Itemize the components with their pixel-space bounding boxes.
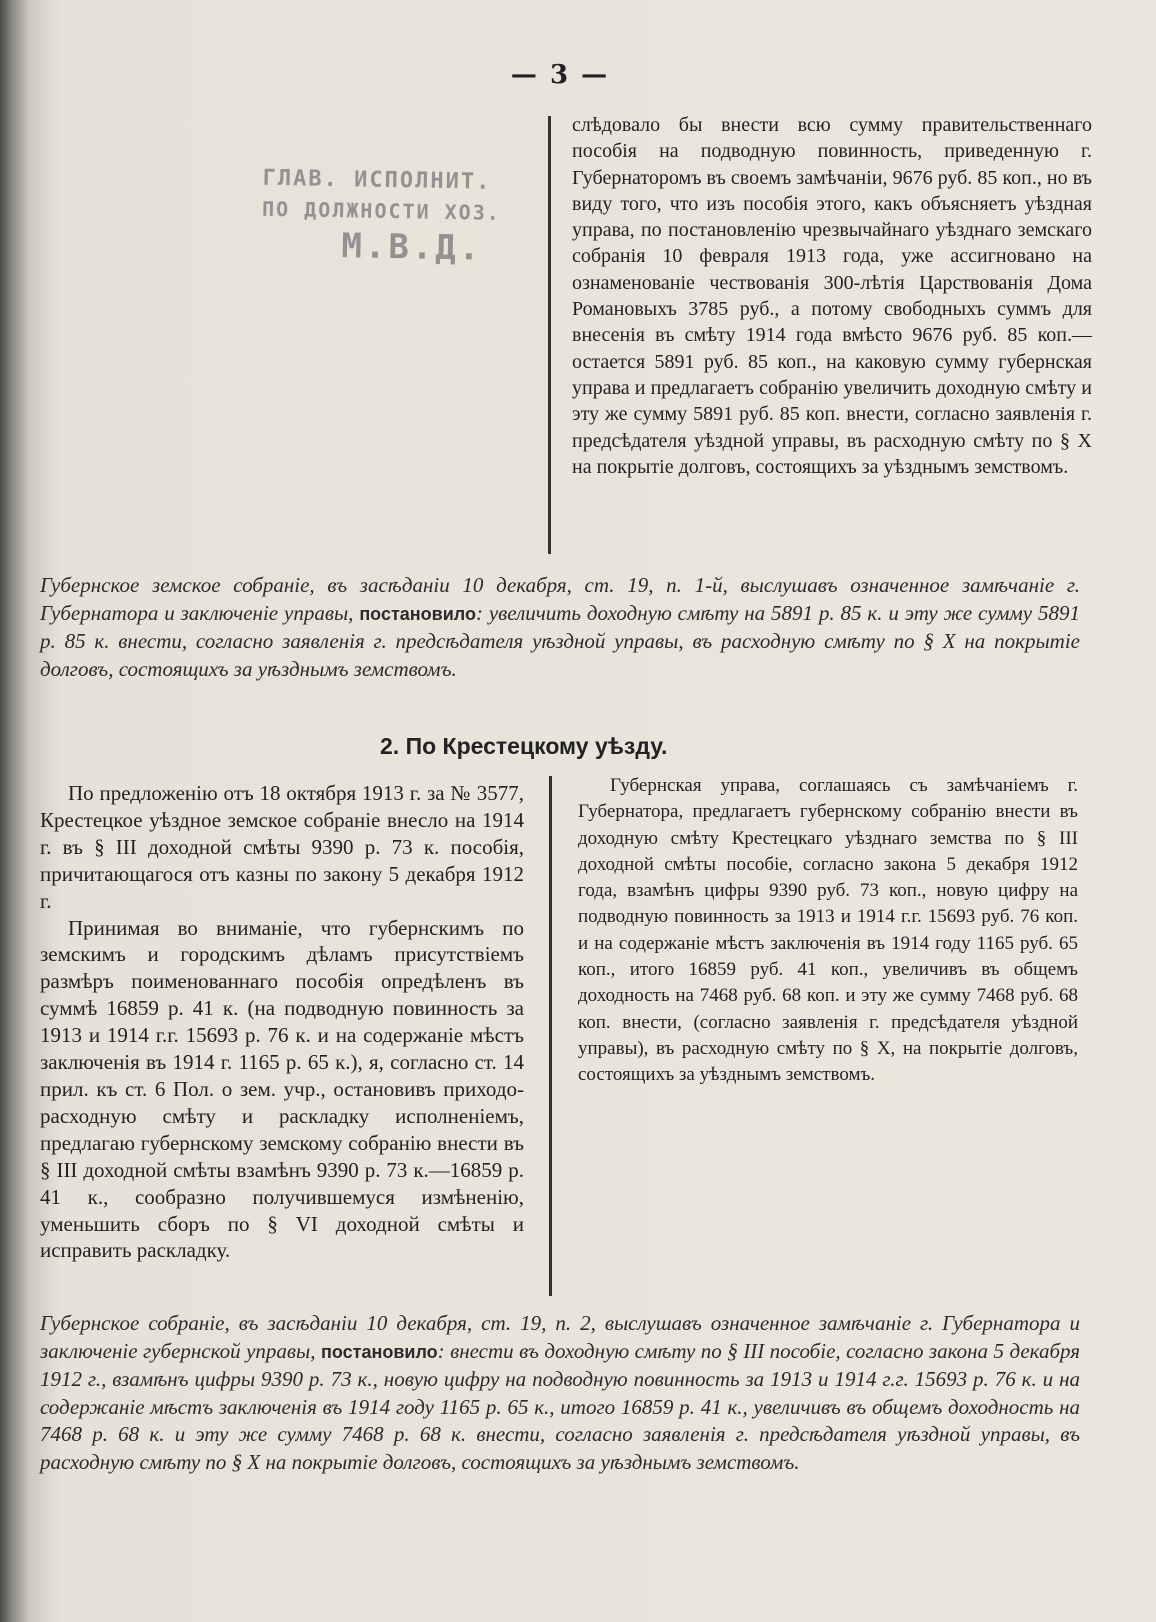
section1-resolution (40, 572, 1080, 683)
section1-resolution-intro: Губернское земское собраніе, въ засѣданіи 10 декабря, ст. 19, п. 1-й, выслушавъ означенное замѣчаніе г. Губернатора и заключеніе управы, (40, 573, 1080, 625)
section2-right-paragraph: Губернская управа, соглашаясь съ замѣчаніемъ г. Губернатора, предлагаетъ губернскому собранію внести въ доходную смѣту Крестецкаго уѣзднаго земства по § III доходной смѣты пособіе, согласно закона 5 декабря 1912 года, взамѣнъ цифры 9390 руб. 73 коп., новую цифру на подводную повинность за 1913 и 1914 г.г. 15693 руб. 76 коп. и на содержаніе мѣстъ заключенія въ 1914 году 1165 руб. 65 коп., итого 16859 руб. 41 коп., увеличивъ въ общемъ доходность на 7468 руб. 68 коп. и эту же сумму 7468 руб. 68 коп. внести, (согласно заявленія г. предсѣдателя уѣздной управы), въ расходную смѣту по § X, на покрытіе долговъ, состоящихъ за уѣзднымъ земствомъ. (578, 775, 1078, 1086)
page-number: — 3 — (510, 60, 610, 90)
column-divider-bottom (549, 776, 552, 1296)
column-divider-top (548, 116, 551, 554)
section2-resolution-text: : внести въ доходную смѣту по § III пособіе, согласно закона 5 декабря 1912 г., взамѣнъ цифры 9390 р. 73 к., новую цифру на подводную повинность за 1913 и 1914 г.г. 15693 р. 76 к. и на содержаніе мѣстъ заключенія въ 1914 году 1165 р. 65 к., итого 16859 р. 41 к., увеличивъ въ общемъ доходность на 7468 р. 68 к. и эту же сумму 7468 р. 68 к. внести, согласно заявленія г. предсѣдателя уѣздной управы, въ расходную смѣту по § X на покрытіе долговъ, состоящихъ за уѣзднымъ земствомъ. (40, 1338, 1081, 1474)
stamp-line-3: М.В.Д. (341, 226, 483, 269)
section2-right-column (578, 773, 1078, 1089)
stamp-line-1: ГЛАВ. ИСПОЛНИТ. (262, 165, 492, 195)
section2-resolution-intro: Губернское собраніе, въ засѣданіи 10 декабря, ст. 19, п. 2, выслушавъ означенное замѣчаніе г. Губернатора и заключеніе губернской управы, (40, 1311, 1080, 1363)
section2-resolution-keyword: постановило (320, 1341, 438, 1362)
archive-stamp (261, 166, 523, 270)
section2-left-paragraph-2: Принимая во вниманіе, что губернскимъ по земскимъ и городскимъ дѣламъ присутствіемъ размѣръ поименованнаго пособія опредѣленъ въ суммѣ 16859 р. 41 к. (на подводную повинность за 1913 и 1914 г.г. 15693 р. 76 к. и на содержаніе мѣстъ заключенія въ 1914 г. 1165 р. 65 к.), я, согласно ст. 14 прил. къ ст. 6 Пол. о зем. учр., остановивъ приходо-расходную смѣту и раскладку исполненіемъ, предлагаю губернскому земскому собранію внести въ § III доходной смѣты взамѣнъ 9390 р. 73 к.—16859 р. 41 к., сообразно получившемуся измѣненію, уменьшить сборъ по § VI доходной смѣты и исправить раскладку. (40, 915, 524, 1263)
section2-left-paragraph-1: По предложенію отъ 18 октября 1913 г. за № 3577, Крестецкое уѣздное земское собраніе внесло на 1914 г. въ § III доходной смѣты 9390 р. 73 к. пособія, причитающагося отъ казны по закону 5 декабря 1912 г. (40, 781, 524, 913)
section1-resolution-keyword: постановило (359, 603, 476, 624)
section2-heading: 2. По Крестецкому уѣзду. (380, 733, 668, 759)
section2-left-column (40, 780, 524, 1264)
section1-resolution-text: : увеличить доходную смѣту на 5891 р. 85 к. и эту же сумму 5891 р. 85 к. внести, согласно заявленія г. предсѣдателя уѣздной управы, въ расходную смѣту по § X на покрытіе долговъ, состоящихъ за уѣзднымъ земствомъ. (40, 600, 1081, 681)
section2-resolution (40, 1310, 1080, 1476)
section1-right-text: слѣдовало бы внести всю сумму правительственнаго пособія на подводную повинность, приведенную г. Губернаторомъ въ своемъ замѣчаніи, 9676 руб. 85 коп., но въ виду того, что изъ пособія этого, какъ объясняетъ уѣздная управа, по постановленію чрезвычайнаго уѣзднаго земскаго собранія 10 февраля 1913 года, уже ассигновано на ознаменованіе чествованія 300-лѣтія Царствованія Дома Романовыхъ 3785 руб., а потому свободныхъ суммъ для внесенія въ смѣту 1914 года вмѣсто 9676 руб. 85 коп.—остается 5891 руб. 85 коп., на каковую сумму губернская управа и предлагаетъ собранію увеличить доходную смѣту и эту же сумму 5891 руб. 85 коп. внести, согласно заявленія г. предсѣдателя уѣздной управы, въ расходную смѣту по § X на покрытіе долговъ, состоящихъ за уѣзднымъ земствомъ. (572, 114, 1092, 478)
stamp-line-2: ПО ДОЛЖНОСТИ ХОЗ. (261, 196, 502, 225)
